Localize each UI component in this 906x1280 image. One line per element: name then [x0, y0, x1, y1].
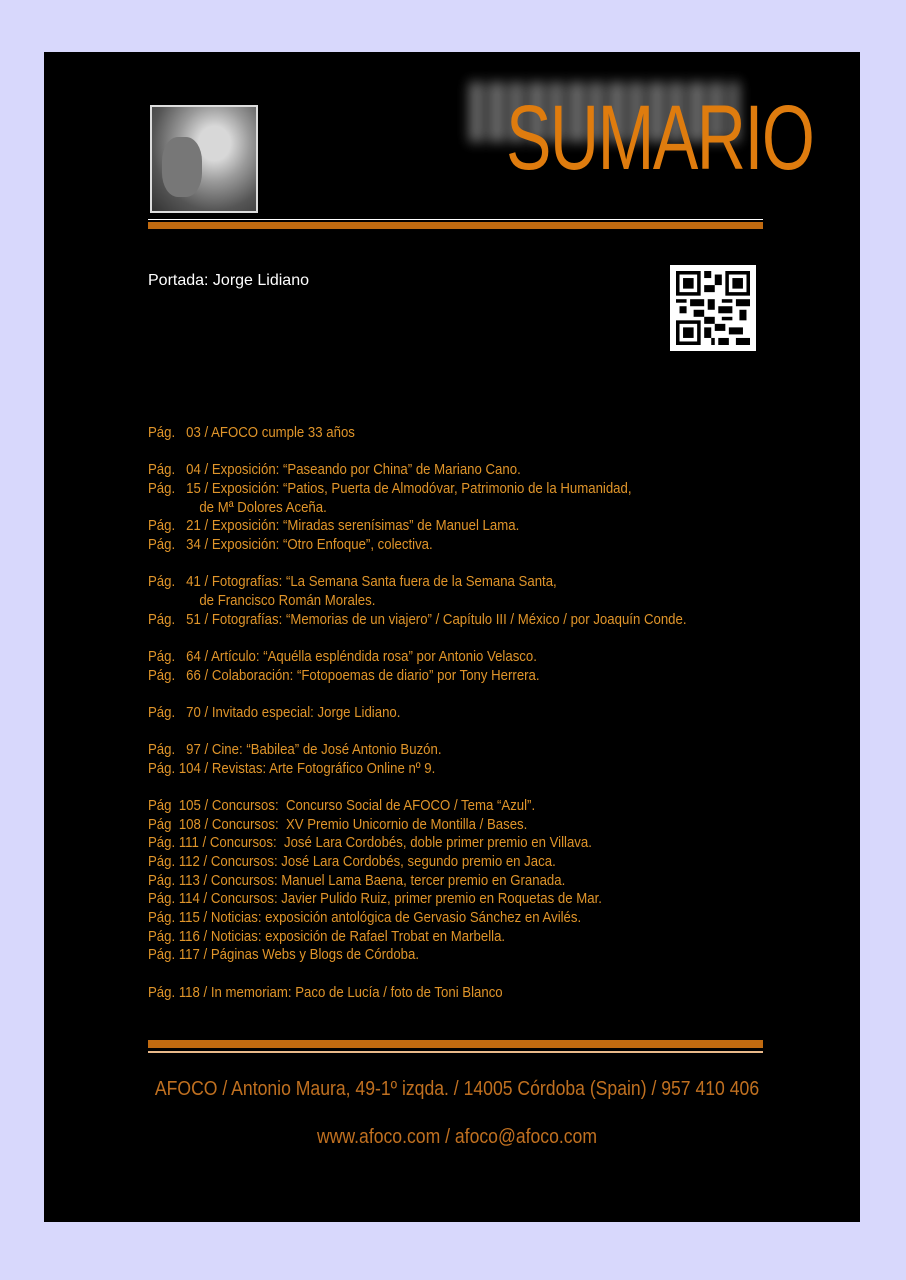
toc-spacer [148, 555, 782, 574]
toc-entry: Pág. 04 / Exposición: “Paseando por China” de Mariano Cano. [148, 461, 521, 479]
divider [148, 222, 763, 229]
toc-entry: Pág 108 / Concursos: XV Premio Unicornio de Montilla / Bases. [148, 815, 528, 833]
cover-credit: Portada: Jorge Lidiano [148, 272, 309, 289]
toc-spacer [148, 443, 782, 462]
toc-entry: Pág. 115 / Noticias: exposición antológica de Gervasio Sánchez en Avilés. [148, 909, 582, 927]
toc-entry: Pág. 114 / Concursos: Javier Pulido Ruiz, primer premio en Roquetas de Mar. [148, 890, 602, 908]
toc-spacer [148, 778, 782, 797]
divider [148, 219, 763, 220]
magazine-page [44, 52, 860, 1222]
toc-entry: Pág. 112 / Concursos: José Lara Cordobés, segundo premio en Jaca. [148, 853, 556, 871]
toc-entry: Pág. 64 / Artículo: “Aquélla espléndida rosa” por Antonio Velasco. [148, 647, 537, 665]
table-of-contents [148, 424, 782, 1002]
toc-entry: de Francisco Román Morales. [148, 591, 376, 609]
toc-entry: Pág 105 / Concursos: Concurso Social de AFOCO / Tema “Azul”. [148, 797, 536, 815]
page-title: SUMARIO [506, 87, 814, 189]
toc-entry: Pág. 51 / Fotografías: “Memorias de un viajero” / Capítulo III / México / por Joaquín Conde. [148, 610, 687, 628]
footer-address: AFOCO / Antonio Maura, 49-1º izqda. / 14005 Córdoba (Spain) / 957 410 406 [154, 1078, 760, 1100]
divider [148, 1051, 763, 1053]
toc-entry: Pág. 41 / Fotografías: “La Semana Santa fuera de la Semana Santa, [148, 573, 557, 591]
qr-code-icon [670, 265, 756, 351]
toc-entry: Pág. 111 / Concursos: José Lara Cordobés, doble primer premio en Villava. [148, 834, 592, 852]
toc-entry: Pág. 21 / Exposición: “Miradas serenísimas” de Manuel Lama. [148, 517, 520, 535]
toc-spacer [148, 685, 782, 704]
toc-entry: Pág. 116 / Noticias: exposición de Rafael Trobat en Marbella. [148, 927, 506, 945]
toc-entry: Pág. 66 / Colaboración: “Fotopoemas de diario” por Tony Herrera. [148, 666, 540, 684]
toc-entry: de Mª Dolores Aceña. [148, 498, 327, 516]
toc-entry: Pág. 03 / AFOCO cumple 33 años [148, 424, 355, 441]
toc-entry: Pág. 113 / Concursos: Manuel Lama Baena, tercer premio en Granada. [148, 871, 566, 889]
toc-spacer [148, 629, 782, 648]
toc-spacer [148, 723, 782, 742]
toc-entry: Pág. 15 / Exposición: “Patios, Puerta de Almodóvar, Patrimonio de la Humanidad, [148, 479, 632, 497]
divider [148, 1040, 763, 1048]
footer-contact[interactable]: www.afoco.com / afoco@afoco.com [316, 1126, 598, 1148]
cover-thumbnail-image [150, 105, 258, 213]
toc-entry: Pág. 34 / Exposición: “Otro Enfoque”, colectiva. [148, 535, 433, 553]
toc-entry: Pág. 70 / Invitado especial: Jorge Lidiano. [148, 703, 401, 721]
toc-entry: Pág. 104 / Revistas: Arte Fotográfico Online nº 9. [148, 759, 436, 777]
toc-spacer [148, 965, 782, 984]
toc-entry: Pág. 118 / In memoriam: Paco de Lucía / foto de Toni Blanco [148, 983, 503, 1001]
toc-entry: Pág. 97 / Cine: “Babilea” de José Antonio Buzón. [148, 741, 442, 759]
toc-entry: Pág. 117 / Páginas Webs y Blogs de Córdoba. [148, 946, 420, 964]
